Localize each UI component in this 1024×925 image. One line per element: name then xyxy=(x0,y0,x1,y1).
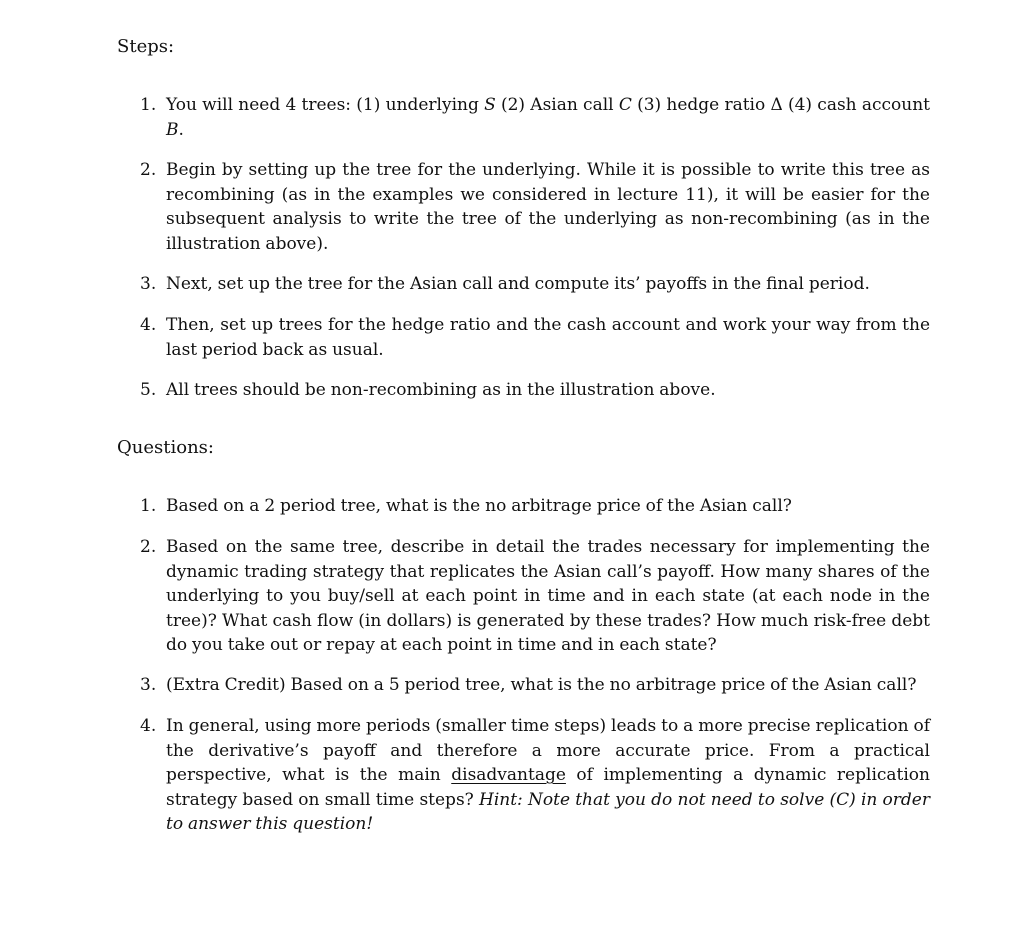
math-symbol: C xyxy=(618,95,632,115)
list-number: 1. xyxy=(140,496,157,516)
text-run: In general, using more periods (smaller time steps) leads to a more precise replication of the derivative’s payoff and therefore a more accurate price. From a practical perspective, what is the main xyxy=(166,716,930,785)
questions-heading: Questions: xyxy=(117,437,214,458)
list-number: 2. xyxy=(140,160,157,180)
text-run: You will need 4 trees: (1) underlying xyxy=(166,95,485,115)
list-number: 3. xyxy=(140,274,157,294)
list-number: 3. xyxy=(140,675,157,695)
math-symbol: S xyxy=(484,95,496,115)
hint-text: Note that you do not need to solve (C) in order to answer this question! xyxy=(166,789,930,834)
list-number: 4. xyxy=(140,315,157,335)
list-text: Then, set up trees for the hedge ratio and the cash account and work your way from the last period back as usual. xyxy=(166,315,930,360)
list-number: 5. xyxy=(140,380,157,400)
list-text xyxy=(166,714,930,837)
list-number: 1. xyxy=(140,95,157,115)
list-text: Next, set up the tree for the Asian call and compute its’ payoffs in the final period. xyxy=(166,274,870,294)
text-run: (3) hedge ratio xyxy=(631,95,771,115)
math-symbol: B xyxy=(166,119,179,140)
text-run: of implementing a dynamic replication strategy based on small time steps? xyxy=(166,765,930,810)
math-symbol: Δ xyxy=(770,95,783,115)
list-text: Begin by setting up the tree for the underlying. While it is possible to write this tree as recombining (as in the examples we considered in lecture 11), it will be easier for the subsequent analysis to write the tree of the underlying as non-recombining (as in the illustration above). xyxy=(166,160,930,254)
text-run: . xyxy=(178,119,184,140)
steps-heading: Steps: xyxy=(117,36,175,57)
list-number: 4. xyxy=(140,716,157,736)
text-run: (4) cash account xyxy=(782,95,931,115)
list-text: Based on a 2 period tree, what is the no arbitrage price of the Asian call? xyxy=(166,496,792,516)
list-text: All trees should be non-recombining as in the illustration above. xyxy=(166,380,716,400)
list-number: 2. xyxy=(140,537,157,557)
text-run: (2) Asian call xyxy=(495,95,619,115)
list-text: (Extra Credit) Based on a 5 period tree, what is the no arbitrage price of the Asian call? xyxy=(166,675,917,695)
list-text: Based on the same tree, describe in detail the trades necessary for implementing the dynamic trading strategy that replicates the Asian call’s payoff. How many shares of the underlying to you buy/sell at each point in time and in each state (at each node in the tree)? What cash flow (in dollars) is generated by these trades? How much risk-free debt do you take out or repay at each point in time and in each state? xyxy=(166,537,930,655)
hint-label: Hint: xyxy=(479,789,523,810)
underlined-word: disadvantage xyxy=(451,765,566,785)
list-text xyxy=(166,93,930,142)
